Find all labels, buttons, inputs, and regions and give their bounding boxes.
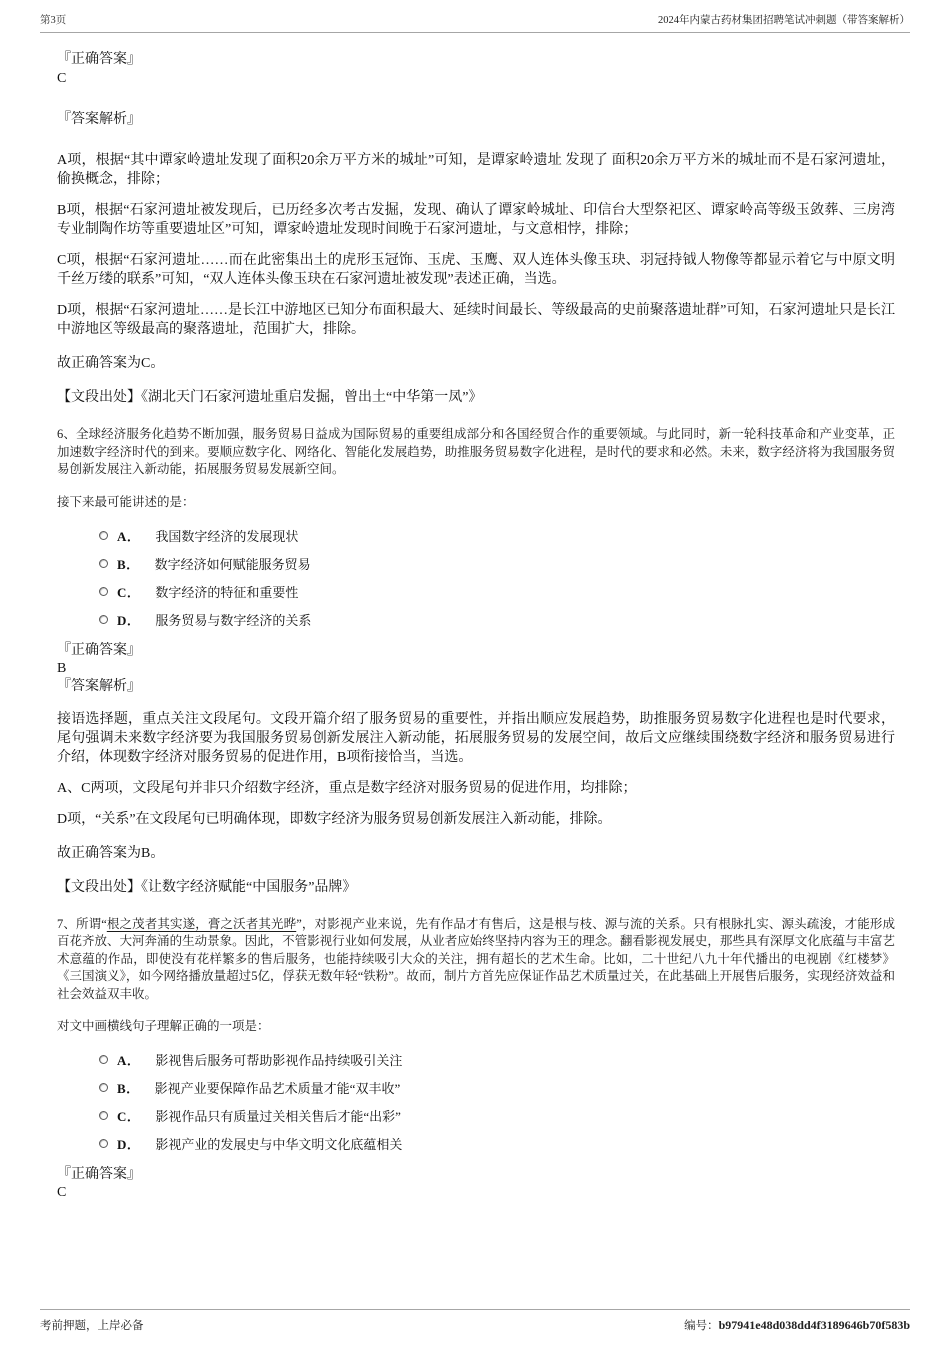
correct-answer-label: 『正确答案』	[57, 1167, 141, 1182]
option-text: 服务贸易与数字经济的关系	[155, 612, 312, 628]
option-text: 影视作品只有质量过关相关售后才能“出彩”	[155, 1109, 401, 1124]
analysis-label: 『答案解析』	[57, 112, 141, 127]
option-letter: A．	[117, 528, 141, 544]
analysis-paragraph: 接语选择题，重点关注文段尾句。文段开篇介绍了服务贸易的重要性，并指出顺应发展趋势，助推服务贸易数字化进程也是时代要求，尾句强调未来数字经济要为我国服务贸易创新发展注入新动能，拓展服务贸易的发展空间，故后文应继续围绕数字经济和服务贸易进行介绍，体现数字经济对服务贸易的促进作用，B项衔接恰当，当选。	[57, 711, 895, 765]
analysis-paragraph: C项，根据“石家河遗址……而在此密集出土的虎形玉冠饰、玉虎、玉鹰、双人连体头像玉玦、羽冠持钺人物像等都显示着它与中原文明千丝万缕的联系”可知，“双人连体头像玉玦在石家河遗址被发现”表述正确，当选。	[57, 253, 895, 287]
question-prompt: 接下来最可能讲述的是：	[57, 494, 195, 509]
page-number: 第3页	[40, 15, 67, 26]
option-letter: A．	[117, 1053, 141, 1068]
correct-answer-value: B	[57, 660, 67, 676]
option-row[interactable]	[99, 610, 895, 629]
option-row[interactable]	[99, 1134, 895, 1153]
option-text: 数字经济的特征和重要性	[155, 584, 299, 600]
options-group	[57, 1050, 895, 1153]
option-row[interactable]	[99, 1050, 895, 1069]
analysis-paragraph: D项，“关系”在文段尾句已明确体现，即数字经济为服务贸易创新发展注入新动能，排除。	[57, 811, 612, 827]
stem-suffix: ”，对影视产业来说，先有作品才有售后，这是根与枝、源与流的关系。只有根脉扎实、源头疏浚，才能形成百花齐放、大河奔涌的生动景象。因此，不管影视行业如何发展，从业者应始终坚持内容为王的理念。翻看影视发展史，那些具有深厚文化底蕴与丰富艺术意蕴的作品，即使没有花样繁多的售后服务，也能持续吸引大众的关注，拥有超长的艺术生命。比如，二十世纪八九十年代播出的电视剧《红楼梦》《三国演义》，如今网络播放量超过5亿，俘获无数年轻“铁粉”。故而，制片方首先应保证作品艺术质量过关，在此基础上开展售后服务，实现经济效益和社会效益双丰收。	[57, 916, 895, 1001]
correct-answer-label: 『正确答案』	[57, 642, 141, 658]
analysis-paragraph: A项，根据“其中谭家岭遗址发现了面积20余万平方米的城址”可知，是谭家岭遗址 发现了 面积20余万平方米的城址而不是石家河遗址，偷换概念，排除；	[57, 153, 895, 187]
option-letter: B．	[117, 556, 140, 572]
conclusion-text: 故正确答案为C。	[57, 356, 165, 371]
radio-button[interactable]	[99, 1139, 108, 1148]
option-letter: D．	[117, 612, 141, 628]
option-letter: C．	[117, 1109, 141, 1124]
source-reference: 【文段出处】《让数字经济赋能“中国服务”品牌》	[57, 879, 357, 895]
document-title: 2024年内蒙古药材集团招聘笔试冲刺题（带答案解析）	[658, 15, 910, 26]
stem-prefix: 7、所谓“	[57, 916, 107, 931]
page-footer	[40, 1309, 910, 1333]
radio-button[interactable]	[99, 615, 108, 624]
radio-button[interactable]	[99, 587, 108, 596]
underlined-phrase: 根之茂者其实遂，膏之沃者其光晔	[106, 916, 297, 931]
option-row[interactable]	[99, 1078, 895, 1097]
option-letter: C．	[117, 584, 141, 600]
option-letter: D．	[117, 1137, 141, 1152]
option-letter: B．	[117, 1081, 140, 1096]
question-prompt: 对文中画横线句子理解正确的一项是：	[57, 1019, 270, 1033]
option-row[interactable]	[99, 1106, 895, 1125]
option-text: 我国数字经济的发展现状	[155, 528, 299, 544]
radio-button[interactable]	[99, 1083, 108, 1092]
option-row[interactable]	[99, 582, 895, 601]
code-value: b97941e48d038dd4f3189646b70f583b	[718, 1318, 910, 1332]
radio-button[interactable]	[99, 1055, 108, 1064]
analysis-label: 『答案解析』	[57, 678, 141, 694]
correct-answer-label: 『正确答案』	[57, 52, 141, 67]
option-text: 影视售后服务可帮助影视作品持续吸引关注	[155, 1053, 403, 1068]
analysis-paragraph: B项，根据“石家河遗址被发现后，已历经多次考古发掘，发现、确认了谭家岭城址、印信台大型祭祀区、谭家岭高等级玉敛葬、三房湾专业制陶作坊等重要遗址区”可知，谭家岭遗址发现时间晚于石家河遗址，与文意相悖，排除；	[57, 203, 895, 237]
conclusion-text: 故正确答案为B。	[57, 845, 165, 861]
source-reference: 【文段出处】《湖北天门石家河遗址重启发掘，曾出土“中华第一凤”》	[57, 390, 483, 405]
radio-button[interactable]	[99, 559, 108, 568]
correct-answer-value: C	[57, 71, 67, 86]
page-content	[57, 50, 895, 1202]
options-group	[57, 526, 895, 629]
question-stem	[57, 916, 895, 1004]
question-stem: 6、全球经济服务化趋势不断加强，服务贸易日益成为国际贸易的重要组成部分和各国经贸合作的重要领域。与此同时，新一轮科技革命和产业变革，正加速数字经济时代的到来。要顺应数字化、网络化、智能化发展趋势，助推服务贸易数字化进程，是时代的要求和必然。未来，数字经济将为我国服务贸易创新发展注入新动能，拓展服务贸易发展新空间。	[57, 427, 895, 476]
radio-button[interactable]	[99, 1111, 108, 1120]
option-text: 影视产业要保障作品艺术质量才能“双丰收”	[154, 1081, 401, 1096]
footer-slogan: 考前押题，上岸必备	[40, 1320, 144, 1332]
option-text: 影视产业的发展史与中华文明文化底蕴相关	[155, 1137, 403, 1152]
document-code	[684, 1317, 910, 1333]
option-row[interactable]	[99, 526, 895, 545]
radio-button[interactable]	[99, 531, 108, 540]
page-header	[40, 12, 910, 33]
option-row[interactable]	[99, 554, 895, 573]
correct-answer-value: C	[57, 1185, 67, 1200]
code-label: 编号：	[684, 1320, 719, 1332]
analysis-paragraph: A、C两项，文段尾句并非只介绍数字经济，重点是数字经济对服务贸易的促进作用，均排除；	[57, 780, 637, 796]
analysis-paragraph: D项，根据“石家河遗址……是长江中游地区已知分布面积最大、延续时间最长、等级最高的史前聚落遗址群”可知，石家河遗址只是长江中游地区等级最高的聚落遗址，范围扩大，排除。	[57, 303, 895, 337]
option-text: 数字经济如何赋能服务贸易	[154, 556, 311, 572]
